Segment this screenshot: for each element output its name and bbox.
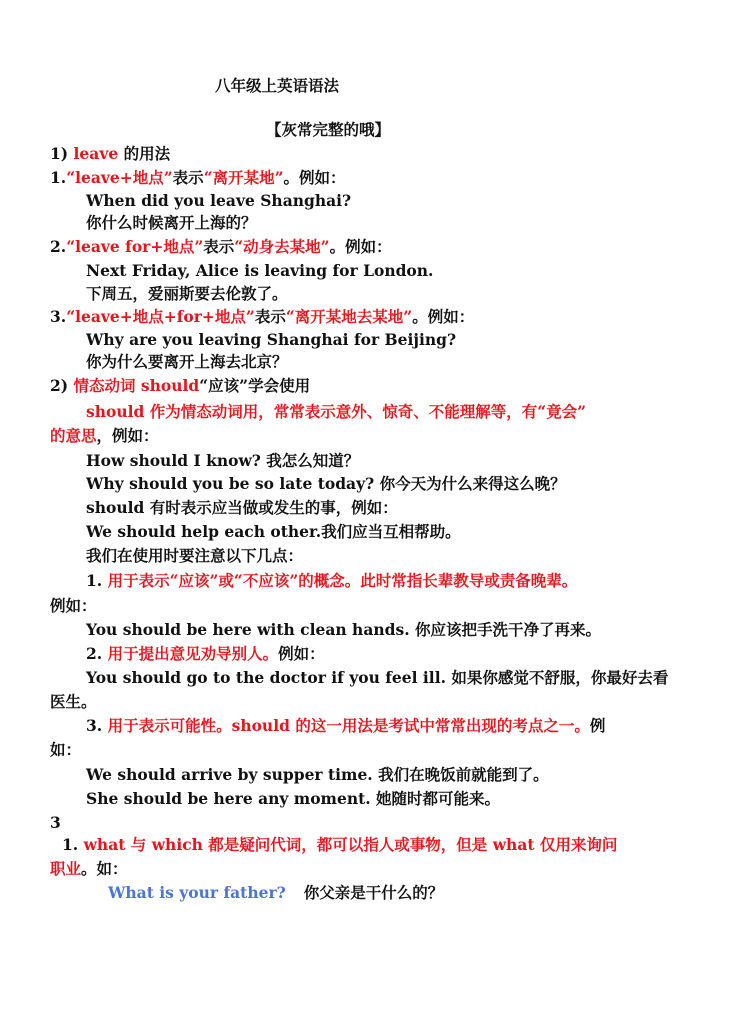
section-number: 2): [50, 376, 69, 395]
item-number: 1.: [50, 168, 67, 187]
section-3-heading: 3: [50, 813, 61, 832]
item-number: 2.: [50, 237, 67, 256]
keyword: 职业: [50, 859, 82, 878]
example: How should I know? 我怎么知道？: [86, 451, 360, 470]
s2-intro: should 作为情态动词用，常常表示意外、惊奇、不能理解等，有“竟会”: [86, 402, 587, 421]
s2-point-1: [86, 571, 577, 591]
pattern: “leave for+地点”: [66, 237, 204, 256]
point-number: 2.: [86, 644, 103, 663]
example: We should arrive by supper time. 我们在晚饭前就能到了。: [86, 765, 549, 784]
page-title: 八年级上英语语法: [215, 76, 340, 95]
example-en: Why are you leaving Shanghai for Beijing?: [86, 330, 457, 349]
point-cont: 例如：: [50, 596, 97, 615]
example-zh: 下周五，爱丽斯要去伦敦了。: [86, 284, 288, 303]
s2-point-3: [86, 716, 605, 736]
meaning: “动身去某地”: [234, 237, 330, 256]
s1-item-1: [50, 168, 346, 188]
text: 。例如：: [283, 168, 346, 187]
keyword: leave: [73, 144, 119, 163]
point-text: 用于表示可能性。should 的这一用法是考试中常常出现的考点之一。: [107, 716, 590, 735]
point-text: 用于提出意见劝导别人。: [107, 644, 279, 663]
meaning: “离开某地”: [203, 168, 284, 187]
s1-item-2: [50, 237, 392, 257]
point-text: 用于表示“应该”或“不应该”的概念。此时常指长辈教导或责备晚辈。: [107, 571, 578, 590]
item-text: what 与 which 都是疑问代词，都可以指人或事物，但是 what 仅用来询问: [83, 835, 618, 854]
point-cont: 如：: [50, 740, 82, 759]
pattern: “leave+地点+for+地点”: [66, 307, 255, 326]
example: You should be here with clean hands. 你应该把手洗干净了再来。: [86, 620, 601, 639]
keyword: 情态动词 should: [73, 376, 200, 395]
notes-intro: 我们在使用时要注意以下几点：: [86, 546, 304, 565]
example-zh: 你为什么要离开上海去北京？: [86, 352, 288, 371]
example: Why should you be so late today? 你今天为什么来得这么晚？: [86, 474, 566, 493]
example: You should go to the doctor if you feel ill. 如果你感觉不舒服，你最好去看: [86, 668, 669, 687]
text: 。例如：: [412, 307, 475, 326]
text: 。如：: [81, 859, 128, 878]
item-number: 1.: [62, 835, 79, 854]
s1-item-3: [50, 307, 474, 327]
heading-text: 的用法: [118, 144, 171, 163]
text: 。例如：: [329, 237, 392, 256]
text: 表示: [203, 237, 235, 256]
example: should 有时表示应当做或发生的事，例如：: [86, 498, 398, 517]
s2-point-2: [86, 644, 325, 664]
text: ，例如：: [96, 426, 159, 445]
example-zh: 你什么时候离开上海的？: [86, 213, 257, 232]
s3-item-1: [62, 835, 617, 855]
meaning: “离开某地去某地”: [285, 307, 413, 326]
heading-text: “应该”学会使用: [199, 376, 311, 395]
s2-intro-cont: [50, 426, 159, 446]
text: 例: [589, 716, 606, 735]
s3-item-1-cont: [50, 859, 128, 879]
pattern: “leave+地点”: [66, 168, 173, 187]
text: 表示: [254, 307, 286, 326]
example-zh: 你父亲是干什么的？: [303, 883, 444, 902]
section-2-heading: [50, 376, 310, 396]
example-en: What is your father?: [108, 883, 286, 902]
text: 表示: [172, 168, 204, 187]
page-subtitle: 【灰常完整的哦】: [266, 120, 391, 139]
example-cont: 医生。: [50, 692, 97, 711]
example-en: When did you leave Shanghai?: [86, 191, 352, 210]
item-number: 3.: [50, 307, 67, 326]
point-number: 3.: [86, 716, 103, 735]
example-line: [108, 883, 443, 903]
section-1-heading: [50, 144, 170, 164]
example-en: Next Friday, Alice is leaving for London.: [86, 261, 434, 280]
point-number: 1.: [86, 571, 103, 590]
meaning: 的意思: [50, 426, 97, 445]
example: She should be here any moment. 她随时都可能来。: [86, 789, 501, 808]
example: We should help each other.我们应当互相帮助。: [86, 522, 461, 541]
section-number: 1): [50, 144, 69, 163]
text: 例如：: [278, 644, 325, 663]
